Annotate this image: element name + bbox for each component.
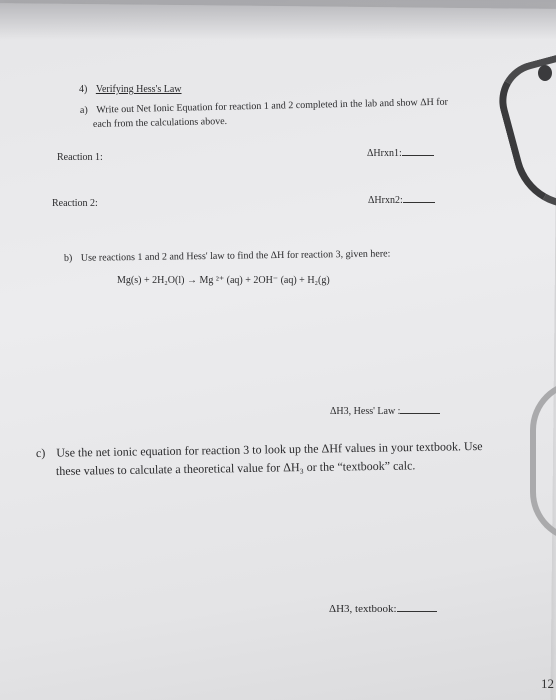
part-c-text1: Use the net ionic equation for reaction 3 to look up the ΔHf values in your textbook. Use xyxy=(56,438,483,460)
reaction1-dh xyxy=(367,147,434,159)
section-number: 4) xyxy=(79,84,88,95)
reaction1-dh-label: ΔHrxn1: xyxy=(367,148,402,159)
section-header xyxy=(79,84,182,95)
reaction2-dh xyxy=(368,194,435,206)
part-a-text2: each from the calculations above. xyxy=(92,115,228,130)
reaction2-label: Reaction 2: xyxy=(52,198,98,209)
part-a-label: a) xyxy=(79,104,88,116)
textbook-dh xyxy=(329,603,437,615)
part-c-text2: these values to calculate a theoretical value for ΔH₃ or the “textbook” calc. xyxy=(55,458,416,478)
page-number: 12 xyxy=(541,676,554,691)
part-b-text: Use reactions 1 and 2 and Hess' law to find the ΔH for reaction 3, given here: xyxy=(80,248,391,264)
textbook-dh-blank xyxy=(397,603,437,612)
part-c-label: c) xyxy=(35,445,46,460)
paper-shadow xyxy=(0,0,556,40)
hess-law-dh-label: ΔH3, Hess' Law : xyxy=(330,406,401,417)
reaction1-label: Reaction 1: xyxy=(57,152,103,163)
part-a-text1: Write out Net Ionic Equation for reaction 1 and 2 completed in the lab and show ΔH for xyxy=(96,96,449,116)
section-title: Verifying Hess's Law xyxy=(95,84,182,95)
reaction3-equation: Mg(s) + 2H₂O(l) → Mg ²⁺ (aq) + 2OH⁻ (aq) + H₂(g) xyxy=(117,275,330,286)
hess-law-dh-blank xyxy=(400,405,440,414)
reaction2-dh-label: ΔHrxn2: xyxy=(368,195,403,206)
reaction2-dh-blank xyxy=(403,194,435,203)
part-b-label: b) xyxy=(63,252,73,264)
hess-law-dh xyxy=(330,405,440,417)
reaction1-dh-blank xyxy=(402,147,434,156)
textbook-dh-label: ΔH3, textbook: xyxy=(329,603,397,615)
binder-clip-knob xyxy=(538,65,552,81)
